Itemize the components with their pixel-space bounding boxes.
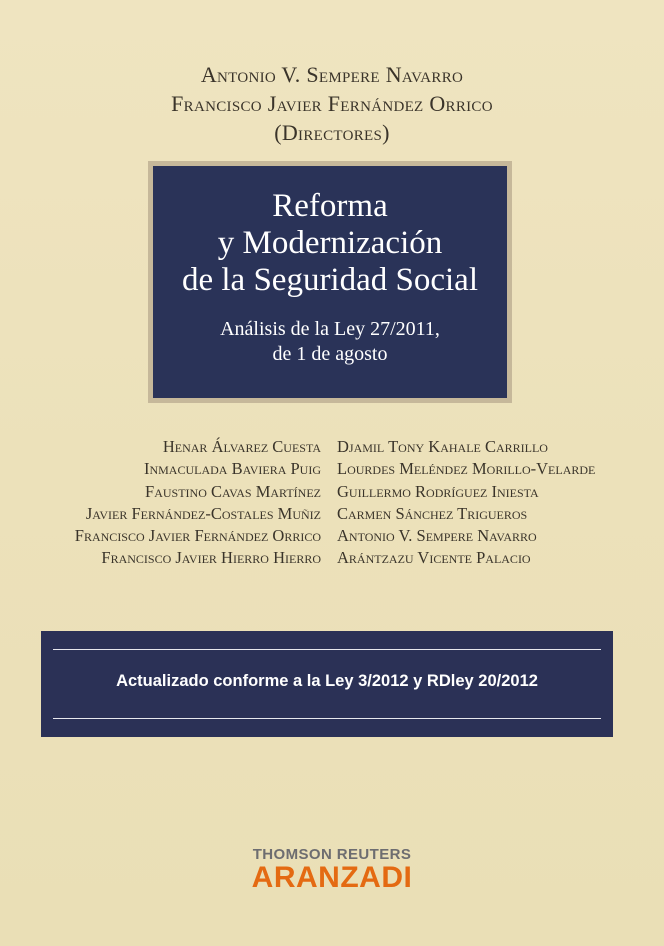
author-name: Arántzazu Vicente Palacio [337,548,531,568]
author-name: Carmen Sánchez Trigueros [337,503,528,523]
author-name: Djamil Tony Kahale Carrillo [337,437,548,456]
update-note: Actualizado conforme a la Ley 3/2012 y RDley 20/2012 [116,672,538,690]
banner-rule-top [53,649,601,650]
author-name: Lourdes Meléndez Morillo-Velarde [337,459,596,479]
book-title-line: Reforma [272,188,388,224]
title-panel-inner [153,166,507,398]
directors-block [0,60,664,147]
title-panel [148,161,512,403]
author-name: Francisco Javier Hierro Hierro [101,548,321,568]
subtitle-line: de 1 de agosto [272,343,388,365]
author-name: Faustino Cavas Martínez [145,481,321,501]
update-banner [41,631,613,737]
author-name: Francisco Javier Fernández Orrico [74,526,321,546]
director-name: Antonio V. Sempere Navarro [200,62,464,87]
subtitle-line: Análisis de la Ley 27/2011, [220,318,440,340]
publisher-logo [0,846,664,893]
directors-label: (Directores) [274,120,390,145]
author-name: Antonio V. Sempere Navarro [337,526,537,546]
author-name: Henar Álvarez Cuesta [162,437,321,456]
authors-left-column [75,436,321,570]
book-title-line: de la Seguridad Social [181,262,478,298]
director-name: Francisco Javier Fernández Orrico [171,91,493,116]
banner-rule-bottom [53,718,601,719]
publisher-group: THOMSON REUTERS [252,846,412,863]
author-name: Guillermo Rodríguez Iniesta [337,481,539,501]
publisher-imprint: ARANZADI [251,861,413,894]
author-name: Inmaculada Baviera Puig [143,459,321,479]
book-subtitle [153,317,507,367]
author-name: Javier Fernández-Costales Muñiz [85,503,321,523]
authors-right-column [337,436,595,570]
book-title-line: y Modernización [217,225,443,261]
